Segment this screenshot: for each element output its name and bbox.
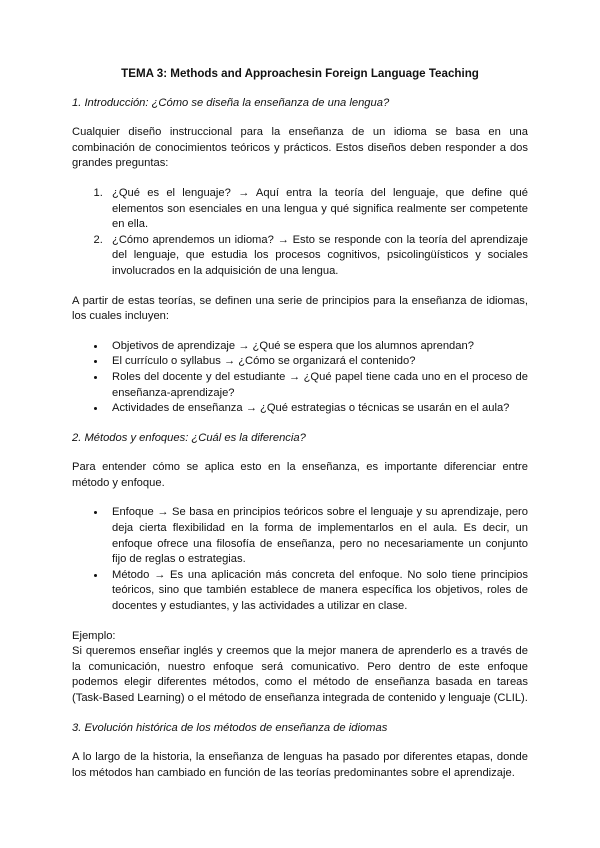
section-3-heading: 3. Evolución histórica de los métodos de enseñanza de idiomas: [72, 721, 388, 734]
principles-list: [72, 339, 528, 417]
section-2-intro: Para entender cómo se aplica esto en la enseñanza, es importante diferenciar entre método y enfoque.: [72, 461, 528, 489]
list-item: • Actividades de enseñanza → ¿Qué estrategias o técnicas se usarán en el aula?: [106, 401, 528, 417]
principles-intro: A partir de estas teorías, se definen una serie de principios para la enseñanza de idiomas, los cuales incluyen:: [72, 294, 528, 323]
method-approach-list: [72, 505, 528, 614]
document-title: TEMA 3: Methods and Approachesin Foreign Language Teaching: [121, 67, 479, 80]
section-1-heading: 1. Introducción: ¿Cómo se diseña la enseñanza de una lengua?: [72, 96, 390, 109]
list-item: 1. ¿Qué es el lenguaje? → Aquí entra la teoría del lenguaje, que define qué elementos son esenciales en una lengua y qué significa realmente ser competente en ella.: [106, 186, 528, 233]
section-3-intro: A lo largo de la historia, la enseñanza de lenguas ha pasado por diferentes etapas, donde los métodos han cambiado en función de las teorías predominantes sobre el aprendizaje.: [72, 751, 528, 779]
section-1-intro: Cualquier diseño instruccional para la enseñanza de un idioma se basa en una combinación de conocimientos teóricos y prácticos. Estos diseños deben responder a dos grandes preguntas:: [72, 126, 528, 170]
list-item: • Método → Es una aplicación más concreta del enfoque. No solo tiene principios teóricos, sino que también establece de manera específica los objetivos, roles de docentes y estudiantes, y las actividades a utilizar en clase.: [106, 568, 528, 615]
list-item: • El currículo o syllabus → ¿Cómo se organizará el contenido?: [106, 354, 528, 370]
list-item: 2. ¿Cómo aprendemos un idioma? → Esto se responde con la teoría del aprendizaje del lenguaje, que estudia los procesos cognitivos, psicolingüísticos y sociales involucrados en la adquisición de una lengua.: [106, 233, 528, 280]
example-label: Ejemplo:: [72, 629, 116, 642]
questions-list: [72, 186, 528, 280]
example-text: Si queremos enseñar inglés y creemos que la mejor manera de aprenderlo es a través de la comunicación, nuestro enfoque será comunicativo. Pero dentro de este enfoque podemos elegir diferentes métodos, como el método de enseñanza basada en tareas (Task-Based Learning) o el método de enseñanza integrada de contenido y lenguaje (CLIL).: [72, 645, 528, 704]
list-item: • Objetivos de aprendizaje → ¿Qué se espera que los alumnos aprendan?: [106, 339, 528, 355]
list-item: • Roles del docente y del estudiante → ¿Qué papel tiene cada uno en el proceso de enseñanza-aprendizaje?: [106, 370, 528, 401]
section-2-heading: 2. Métodos y enfoques: ¿Cuál es la diferencia?: [72, 431, 306, 444]
list-item: • Enfoque → Se basa en principios teóricos sobre el lenguaje y su aprendizaje, pero deja cierta flexibilidad en la forma de implementarlos en el aula. Es decir, un enfoque ofrece una filosofía de enseñanza, pero no necesariamente un conjunto fijo de reglas o estrategias.: [106, 505, 528, 567]
